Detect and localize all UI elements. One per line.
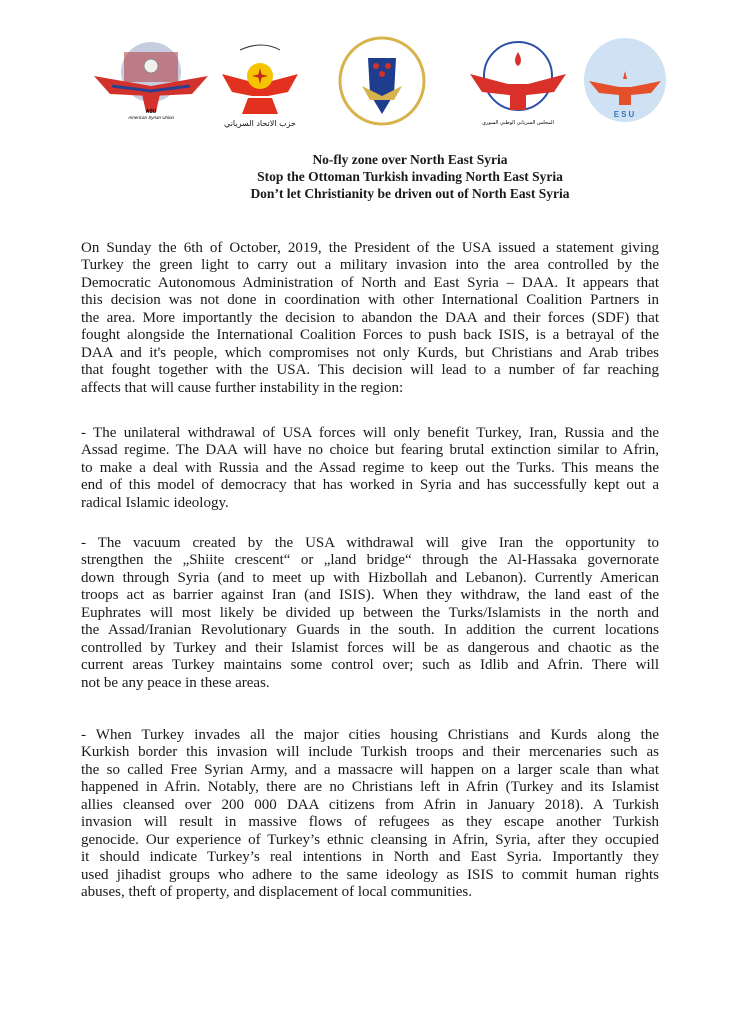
- snc-caption: المجلس السرياني الوطني السوري: [482, 120, 554, 126]
- title-line: Don’t let Christianity be driven out of North East Syria: [250, 186, 570, 201]
- text-line: Turkey the green light to carry out a military invasion into the area controlled by the: [81, 257, 659, 274]
- text-line: affects that will cause further instability in the region:: [81, 379, 404, 396]
- text-line: that fought together with the USA. This decision will lead to a number of far reaching: [81, 362, 659, 379]
- syriac-union-party-caption: حزب الاتحاد السرياني: [224, 119, 296, 128]
- asu-logo: [92, 34, 210, 124]
- paragraph-invasion: [81, 727, 659, 901]
- text-line: happened in Afrin. Notably, there are no Christians left in Afrin (Turkey and its Islamist: [81, 779, 659, 796]
- text-line: the area. More importantly the decision to abandon the DAA and their forces (SDF) that: [81, 309, 659, 326]
- text-line: not be any peace in these areas.: [81, 674, 270, 691]
- text-line: radical Islamic ideology.: [81, 494, 229, 511]
- text-line: used jihadist groups who adhere to the same ideology as ISIS to commit human rights: [81, 866, 659, 883]
- text-line: strengthen the „Shiite crescent“ or „land bridge“ through the Al-Hassaka governorate: [81, 552, 659, 569]
- paragraph-withdrawal: [81, 425, 659, 512]
- text-line: the Assad/Iranian Revolutionary Guards in the south. In addition the current locations: [81, 622, 659, 639]
- text-line: Euphrates will most likely be divided up between the Turks/Islamists in the north and: [81, 604, 659, 621]
- text-line: allies cleansed over 200 000 DAA citizens from Afrin in January 2018). A Turkish: [81, 796, 659, 813]
- title-line: Stop the Ottoman Turkish invading North East Syria: [257, 169, 563, 184]
- heading-block: [80, 151, 740, 202]
- syriac-union-party-logo: [212, 38, 308, 128]
- text-line: troops act as barrier against Iran (and ISIS). When they withdraw, the land east of the: [81, 587, 659, 604]
- text-line: to make a deal with Russia and the Assad regime to keep out the Turks. This means the: [81, 459, 659, 476]
- title-line: No-fly zone over North East Syria: [312, 152, 508, 167]
- syriac-military-council-logo: [338, 36, 426, 126]
- esu-logo: [583, 37, 667, 123]
- syriac-national-council-logo: [468, 34, 568, 126]
- text-line: DAA and it's people, which compromises not only Kurds, but Christians and Arab tribes: [81, 344, 659, 361]
- text-line: invasion will result in massive flows of refugees as they escape another Turkish: [81, 814, 659, 831]
- text-line: Kurkish border this invasion will include Turkish troops and their mercenaries such as: [81, 744, 659, 761]
- text-line: controlled by Turkey and their Islamist forces will be as dangerous and chaotic as the: [81, 639, 659, 656]
- text-line: - The vacuum created by the USA withdrawal will give Iran the opportunity to: [81, 535, 659, 551]
- asu-caption-full: American Syrian Union: [127, 115, 175, 120]
- text-line: - When Turkey invades all the major cities housing Christians and Kurds along the: [81, 727, 659, 743]
- text-line: abuses, theft of property, and displacement of local communities.: [81, 883, 472, 900]
- text-line: down through Syria (and to meet up with Hizbollah and Lebanon). Currently American: [81, 569, 659, 586]
- text-line: it should indicate Turkey’s real intentions in North and East Syria. Importantly they: [81, 849, 659, 866]
- text-line: On Sunday the 6th of October, 2019, the President of the USA issued a statement giving: [81, 240, 659, 256]
- text-line: current areas Turkey maintains some control over; such as Idlib and Afrin. There will: [81, 657, 659, 674]
- text-line: Democratic Autonomous Administration of North and East Syria – DAA. It appears that: [81, 274, 659, 291]
- asu-caption: ASU: [145, 109, 157, 115]
- text-line: end of this model of democracy that has worked in Syria and has successfully kept out a: [81, 477, 659, 494]
- text-line: - The unilateral withdrawal of USA forces will only benefit Turkey, Iran, Russia and the: [81, 425, 659, 441]
- text-line: genocide. Our experience of Turkey’s ethnic cleansing in Afrin, Syria, after they occupied: [81, 831, 659, 848]
- paragraph-vacuum: [81, 535, 659, 692]
- paragraph-intro: [81, 240, 659, 397]
- text-line: fought alongside the International Coalition Forces to push back ISIS, is a betrayal of the: [81, 327, 659, 344]
- text-line: Assad regime. The DAA will have no choice but fearing brutal extinction similar to Afrin,: [81, 442, 659, 459]
- text-line: this decision was not done in coordination with other International Coalition Partners in: [81, 292, 659, 309]
- text-line: the so called Free Syrian Army, and a massacre will happen on a larger scale than what: [81, 761, 659, 778]
- esu-caption: ESU: [613, 110, 637, 119]
- logo-row: [0, 34, 743, 126]
